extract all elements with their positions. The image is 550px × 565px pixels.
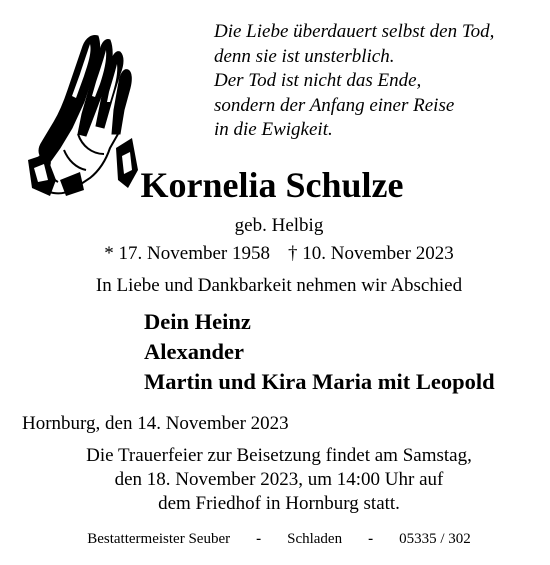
farewell-line: In Liebe und Dankbarkeit nehmen wir Abschied	[95, 275, 463, 296]
memorial-quote	[214, 20, 544, 143]
funeral-service-info	[4, 444, 550, 516]
service-line: dem Friedhof in Hornburg statt.	[158, 493, 400, 514]
undertaker-phone: 05335 / 302	[399, 531, 471, 547]
service-line: den 18. November 2023, um 14:00 Uhr auf	[114, 469, 444, 490]
quote-line: sondern der Anfang einer Reise	[214, 94, 455, 116]
death-date: † 10. November 2023	[288, 243, 454, 264]
quote-line: Der Tod ist nicht das Ende,	[214, 70, 422, 91]
birth-name: geb. Helbig	[234, 215, 324, 236]
obituary-notice	[4, 2, 545, 562]
birth-date: * 17. November 1958	[104, 243, 270, 264]
undertaker-footer	[4, 529, 550, 549]
undertaker-name: Bestattermeister Seuber	[87, 531, 231, 547]
mourners-list	[144, 307, 495, 397]
footer-separator: -	[256, 531, 262, 547]
mourner-name: Alexander	[144, 339, 244, 364]
life-dates	[4, 242, 550, 266]
service-line: Die Trauerfeier zur Beisetzung findet am Samstag,	[86, 445, 472, 466]
deceased-name: Kornelia Schulze	[140, 165, 404, 205]
footer-separator: -	[368, 531, 374, 547]
place-date: Hornburg, den 14. November 2023	[22, 413, 289, 434]
quote-line: denn sie ist unsterblich.	[214, 45, 395, 67]
mourner-name: Martin und Kira Maria mit Leopold	[144, 369, 495, 394]
mourner-name: Dein Heinz	[144, 309, 251, 334]
quote-line: in die Ewigkeit.	[214, 119, 333, 140]
quote-line: Die Liebe überdauert selbst den Tod,	[214, 21, 495, 42]
undertaker-town: Schladen	[287, 531, 343, 547]
